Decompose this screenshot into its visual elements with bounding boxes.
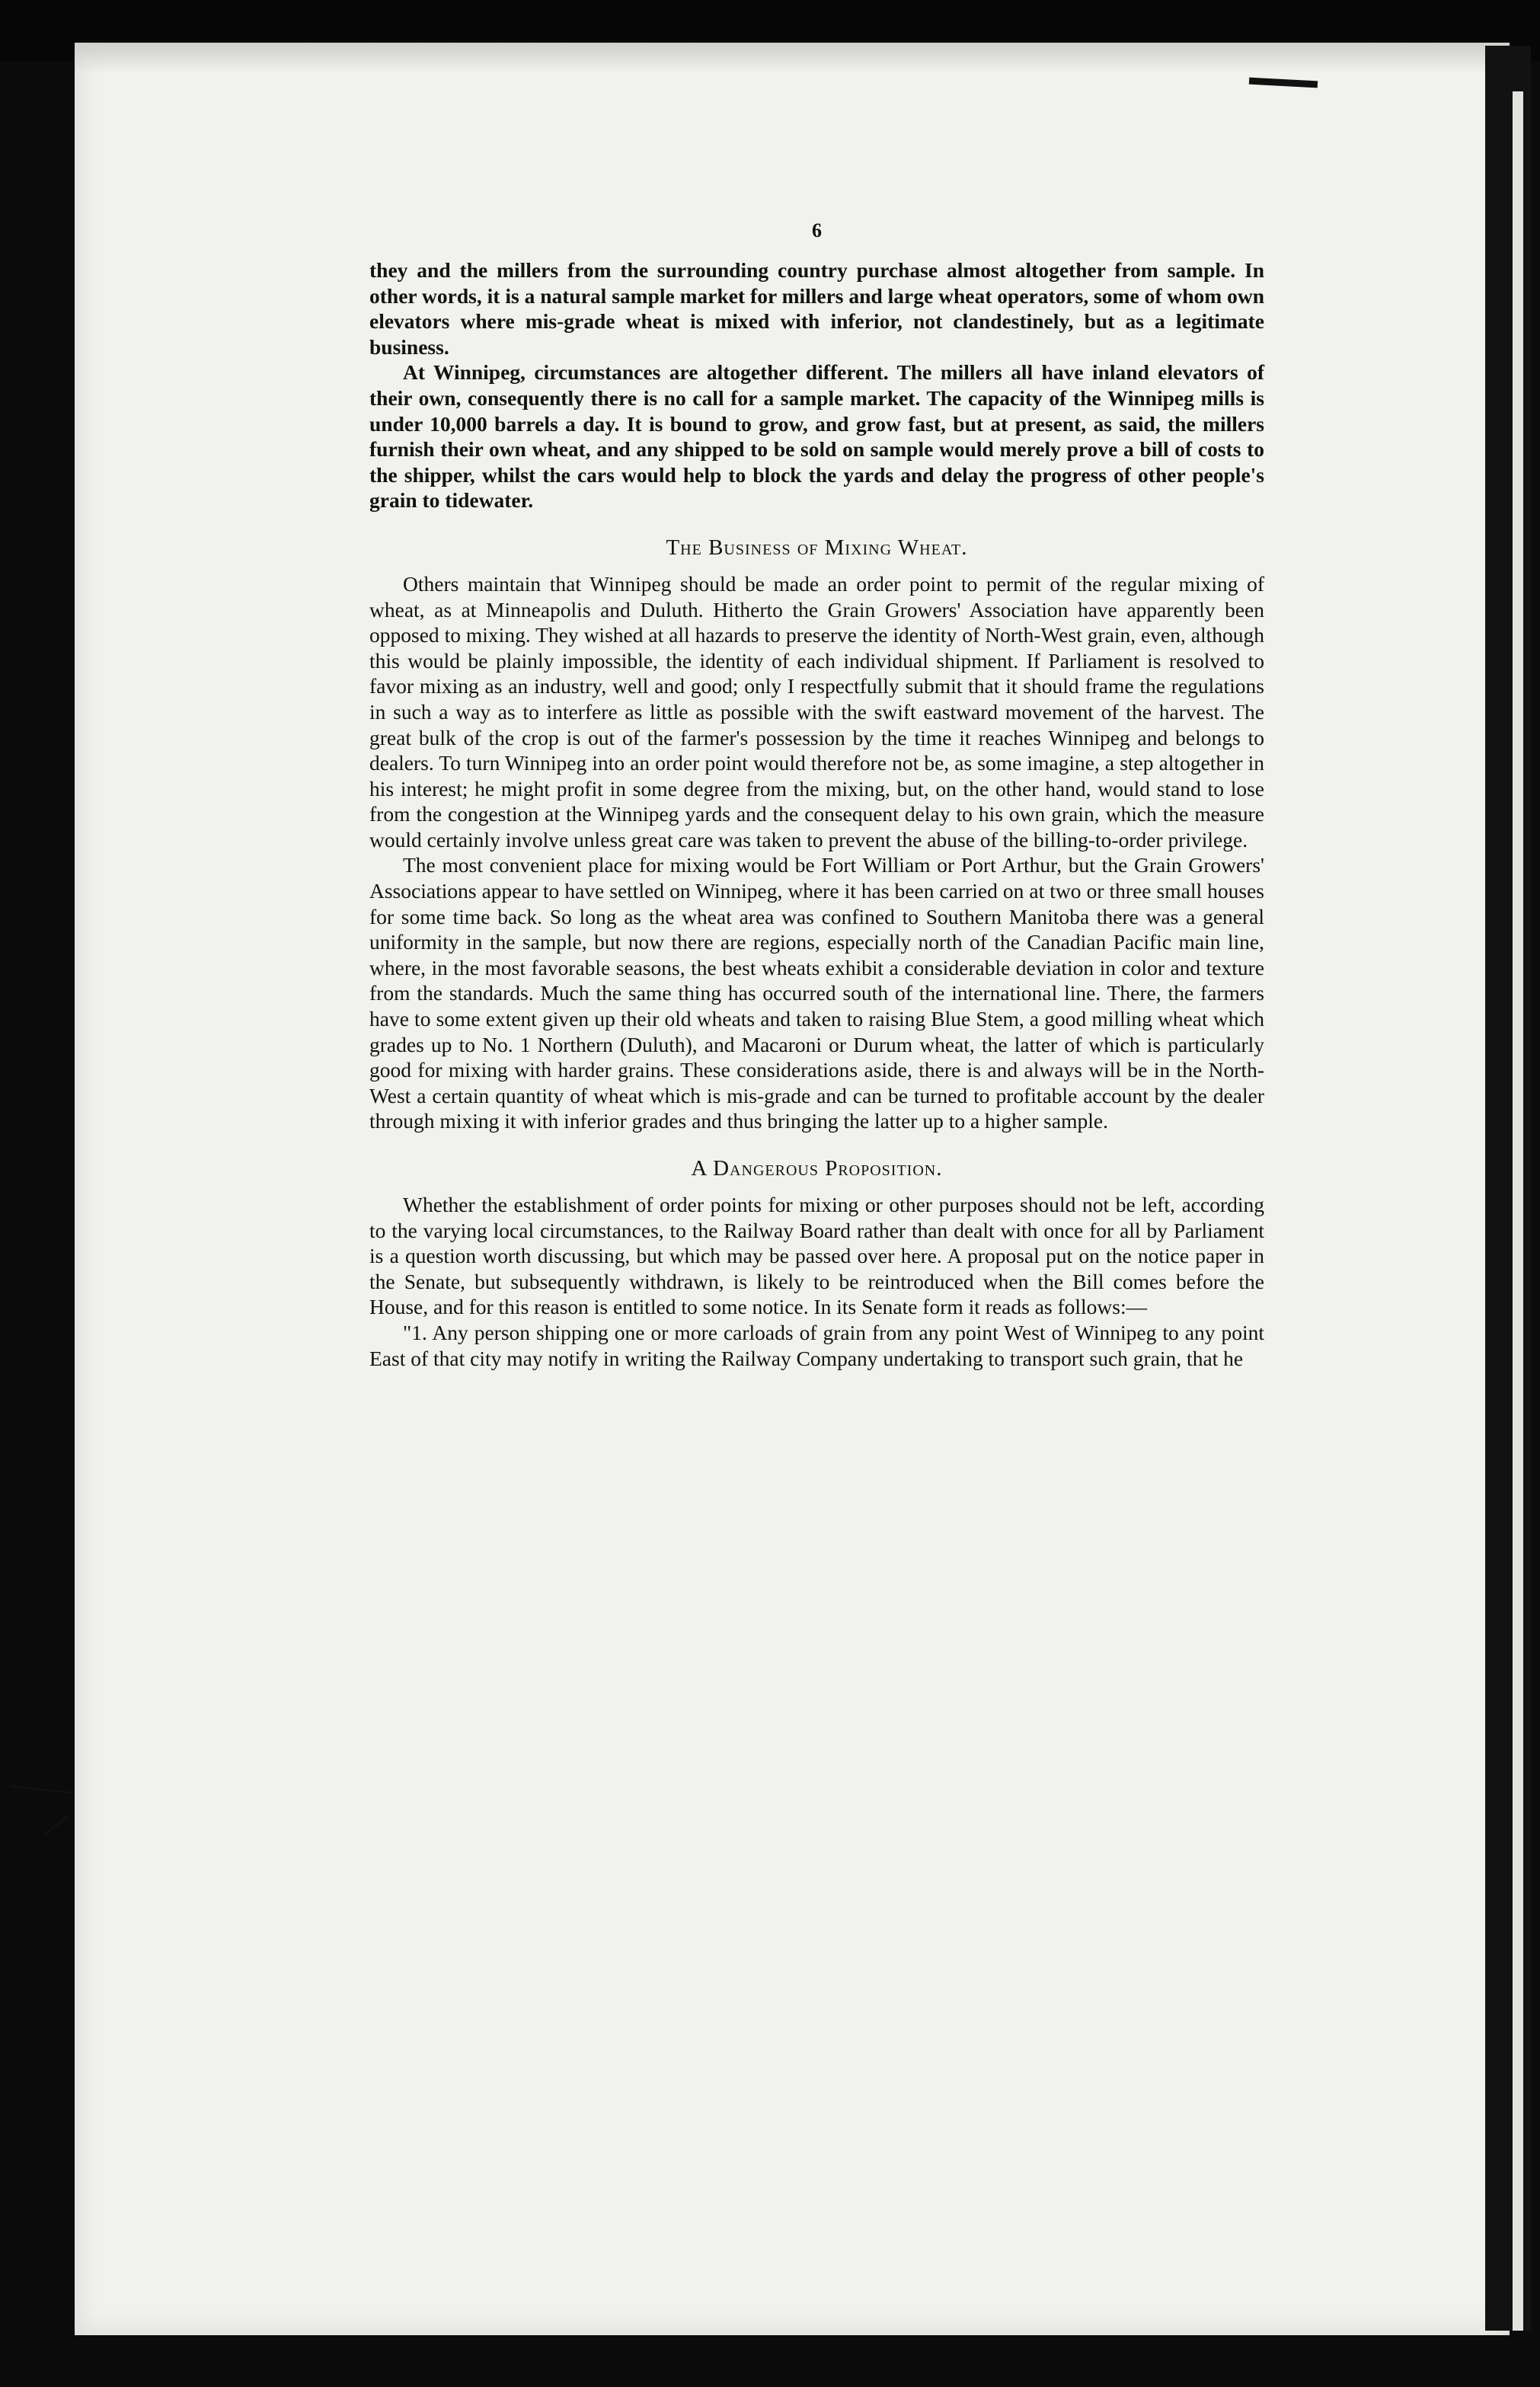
section-heading: The Business of Mixing Wheat. [666,535,968,560]
scan-mark-left-2 [44,1814,69,1836]
scan-mark-left [11,1785,72,1794]
page-number: 6 [812,219,822,241]
page-shadow [75,43,1510,73]
adjacent-page-edge [1513,91,1523,2331]
page-content [369,218,1264,1371]
paragraph: At Winnipeg, circumstances are altogether different. The millers all have inland elevators of their own, consequently there is no call for a sample market. The capacity of the Winnipeg mills is under 10,000 barrels a day. It is bound to grow, and grow fast, but at present, as said, the millers furnish their own wheat, and any shipped to be sold on sample would merely prove a bill of costs to the shipper, whilst the cars would help to block the yards and delay the progress of other people's grain to tidewater. [369,360,1264,513]
paragraph: they and the millers from the surrounding country purchase almost altogether from sample. In other words, it is a natural sample market for millers and large wheat operators, some of whom own elevators where mis-grade wheat is mixed with inferior, not clandestinely, but as a legitimate business. [369,258,1264,359]
paragraph: "1. Any person shipping one or more carloads of grain from any point West of Winnipeg to any point East of that city may notify in writing the Railway Company undertaking to transport such grain, that he [369,1320,1264,1370]
paragraph: Others maintain that Winnipeg should be made an order point to permit of the regular mixing of wheat, as at Minneapolis and Duluth. Hitherto the Grain Growers' Association have apparently been opposed to mixing. They wished at all hazards to preserve the identity of North-West grain, even, although this would be plainly impossible, the identity of each individual shipment. If Parliament is resolved to favor mixing as an industry, well and good; only I respectfully submit that it should frame the regulations in such a way as to interfere as little as possible with the swift eastward movement of the harvest. The great bulk of the crop is out of the farmer's possession by the time it reaches Winnipeg and belongs to dealers. To turn Winnipeg into an order point would therefore not be, as some imagine, a step altogether in his interest; he might profit in some degree from the mixing, but, on the other hand, would stand to lose from the congestion at the Winnipeg yards and the consequent delay to his own grain, which the measure would certainly involve unless great care was taken to prevent the abuse of the billing-to-order privilege. [369,571,1264,852]
paragraph: Whether the establishment of order points for mixing or other purposes should not be left, according to the varying local circumstances, to the Railway Board rather than dealt with once for all by Parliament is a question worth discussing, but which may be passed over here. A proposal put on the notice paper in the Senate, but subsequently withdrawn, is likely to be reintroduced when the Bill comes before the House, and for this reason is entitled to some notice. In its Senate form it reads as follows:— [369,1193,1264,1319]
scan-border-right [1485,46,1531,2331]
paragraph: The most convenient place for mixing would be Fort William or Port Arthur, but the Grain Growers' Associations appear to have settled on Winnipeg, where it has been carried on at two or three small houses for some time back. So long as the wheat area was confined to Southern Manitoba there was a general uniformity in the sample, but now there are regions, especially north of the Canadian Pacific main line, where, in the most favorable seasons, the best wheats exhibit a considerable deviation in color and texture from the standards. Much the same thing has occurred south of the international line. There, the farmers have to some extent given up their old wheats and taken to raising Blue Stem, a good milling wheat which grades up to No. 1 Northern (Duluth), and Macaroni or Durum wheat, the latter of which is particularly good for mixing with harder grains. These considerations aside, there is and always will be in the North-West a certain quantity of wheat which is mis-grade and can be turned to profitable account by the dealer through mixing it with inferior grades and thus bringing the latter up to a higher sample. [369,853,1264,1133]
section-heading: A Dangerous Proposition. [691,1156,943,1181]
